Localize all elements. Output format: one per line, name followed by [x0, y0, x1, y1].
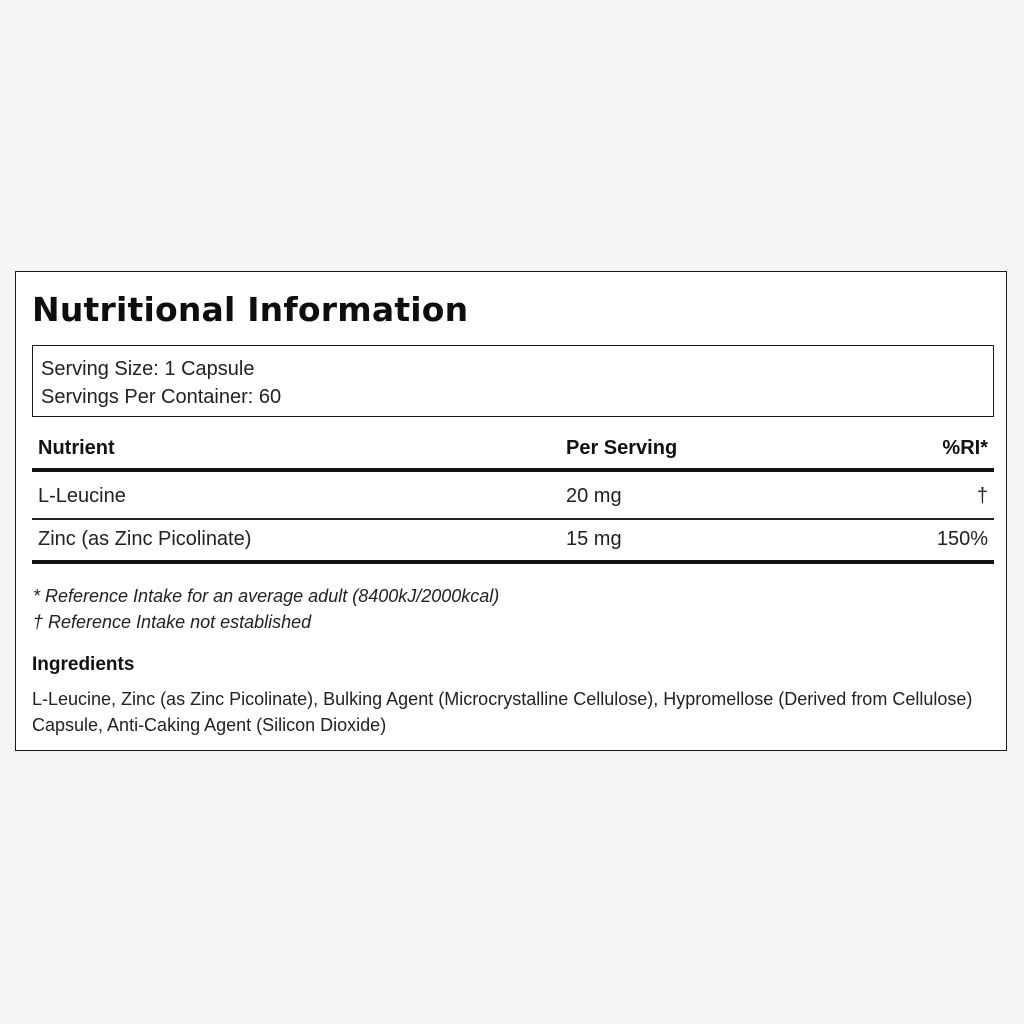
- serving-size: Serving Size: 1 Capsule: [41, 358, 255, 380]
- footnotes: [33, 583, 499, 635]
- nutrient-table: [32, 430, 994, 564]
- ingredients-heading: Ingredients: [32, 654, 135, 675]
- ingredients-text: L-Leucine, Zinc (as Zinc Picolinate), Bulking Agent (Microcrystalline Cellulose), Hypromellose (Derived from Cellulose) Capsule, Anti-Caking Agent (Silicon Dioxide): [32, 689, 973, 735]
- serving-info-box: [32, 345, 994, 417]
- servings-per-container: Servings Per Container: 60: [41, 386, 282, 408]
- nutrient-name: Zinc (as Zinc Picolinate): [38, 527, 252, 550]
- nutrient-ri: 150%: [936, 527, 988, 550]
- nutrient-amount: 20 mg: [566, 485, 622, 507]
- nutrient-amount: 15 mg: [566, 527, 622, 550]
- table-row: [32, 472, 994, 518]
- table-bottom-divider: [32, 560, 994, 564]
- page-title: Nutritional Information: [32, 290, 469, 329]
- nutrition-panel: [15, 271, 1007, 751]
- footnote-ri: * Reference Intake for an average adult (8400kJ/2000kcal): [33, 586, 500, 606]
- column-header-nutrient: Nutrient: [38, 437, 115, 459]
- nutrient-ri: †: [976, 485, 988, 507]
- nutrient-name: L-Leucine: [38, 485, 126, 507]
- footnote-not-established: † Reference Intake not established: [33, 612, 312, 632]
- column-header-per-serving: Per Serving: [566, 437, 678, 459]
- table-header-row: [32, 430, 994, 468]
- table-row: [32, 520, 994, 560]
- column-header-ri: %RI*: [942, 437, 988, 459]
